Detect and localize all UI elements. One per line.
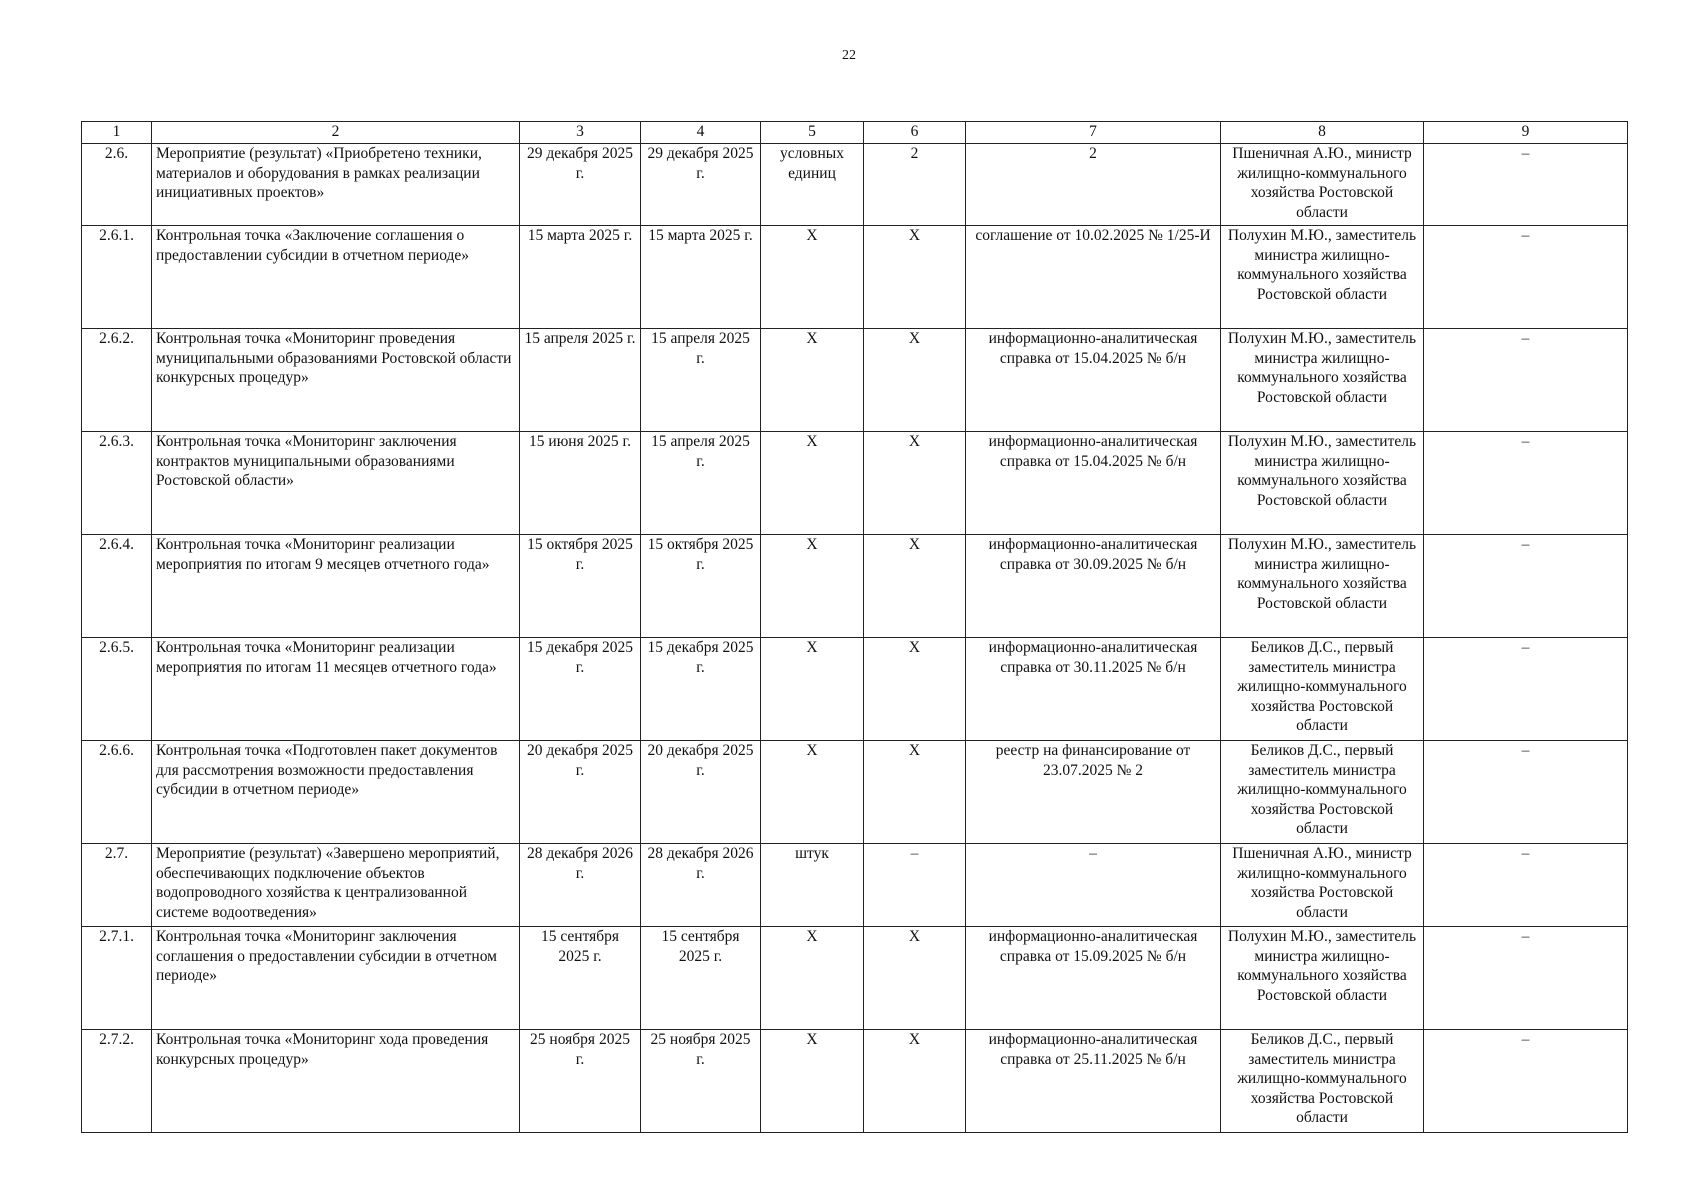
responsible: Полухин М.Ю., заместитель министра жилищно-коммунального хозяйства Ростовской области: [1221, 927, 1424, 1030]
start-date: 15 октября 2025 г.: [520, 535, 641, 638]
column-header: 9: [1424, 122, 1628, 144]
unit: штук: [761, 844, 864, 927]
note: –: [1424, 844, 1628, 927]
note: –: [1424, 535, 1628, 638]
document: информационно-аналитическая справка от 15.09.2025 № б/н: [966, 927, 1221, 1030]
document: информационно-аналитическая справка от 15.04.2025 № б/н: [966, 432, 1221, 535]
event-name: Мероприятие (результат) «Завершено мероприятий, обеспечивающих подключение объектов водопроводного хозяйства к централизованной системе водоотведения»: [152, 844, 520, 927]
row-number: 2.6.5.: [82, 638, 152, 741]
table-row: [82, 741, 1628, 844]
row-number: 2.6.: [82, 144, 152, 226]
note: –: [1424, 329, 1628, 432]
start-date: 15 сентября 2025 г.: [520, 927, 641, 1030]
event-name: Мероприятие (результат) «Приобретено техники, материалов и оборудования в рамках реализации инициативных проектов»: [152, 144, 520, 226]
column-header: 4: [641, 122, 761, 144]
table-row: [82, 844, 1628, 927]
plan-value: Х: [864, 638, 966, 741]
table-row: [82, 927, 1628, 1030]
schedule-table: [81, 121, 1628, 1133]
responsible: Полухин М.Ю., заместитель министра жилищно-коммунального хозяйства Ростовской области: [1221, 535, 1424, 638]
start-date: 28 декабря 2026 г.: [520, 844, 641, 927]
start-date: 25 ноября 2025 г.: [520, 1030, 641, 1133]
document: реестр на финансирование от 23.07.2025 № 2: [966, 741, 1221, 844]
start-date: 15 марта 2025 г.: [520, 226, 641, 329]
document: информационно-аналитическая справка от 30.09.2025 № б/н: [966, 535, 1221, 638]
plan-value: –: [864, 844, 966, 927]
plan-value: Х: [864, 1030, 966, 1133]
table-row: [82, 638, 1628, 741]
column-header: 7: [966, 122, 1221, 144]
unit: Х: [761, 1030, 864, 1133]
responsible: Беликов Д.С., первый заместитель министра жилищно-коммунального хозяйства Ростовской области: [1221, 741, 1424, 844]
column-number-row: [82, 122, 1628, 144]
plan-value: Х: [864, 432, 966, 535]
end-date: 15 апреля 2025 г.: [641, 432, 761, 535]
column-header: 1: [82, 122, 152, 144]
note: –: [1424, 1030, 1628, 1133]
row-number: 2.6.1.: [82, 226, 152, 329]
row-number: 2.6.6.: [82, 741, 152, 844]
row-number: 2.7.: [82, 844, 152, 927]
plan-value: Х: [864, 535, 966, 638]
row-number: 2.6.3.: [82, 432, 152, 535]
unit: Х: [761, 638, 864, 741]
unit: условных единиц: [761, 144, 864, 226]
page-number: 22: [842, 48, 856, 63]
plan-value: Х: [864, 741, 966, 844]
unit: Х: [761, 226, 864, 329]
end-date: 15 марта 2025 г.: [641, 226, 761, 329]
column-header: 5: [761, 122, 864, 144]
note: –: [1424, 226, 1628, 329]
table-row: [82, 535, 1628, 638]
note: –: [1424, 432, 1628, 535]
table-row: [82, 1030, 1628, 1133]
unit: Х: [761, 741, 864, 844]
responsible: Полухин М.Ю., заместитель министра жилищно-коммунального хозяйства Ростовской области: [1221, 329, 1424, 432]
column-header: 2: [152, 122, 520, 144]
event-name: Контрольная точка «Заключение соглашения о предоставлении субсидии в отчетном периоде»: [152, 226, 520, 329]
end-date: 29 декабря 2025 г.: [641, 144, 761, 226]
column-header: 6: [864, 122, 966, 144]
start-date: 15 июня 2025 г.: [520, 432, 641, 535]
note: –: [1424, 741, 1628, 844]
start-date: 15 апреля 2025 г.: [520, 329, 641, 432]
note: –: [1424, 144, 1628, 226]
document: информационно-аналитическая справка от 15.04.2025 № б/н: [966, 329, 1221, 432]
end-date: 15 сентября 2025 г.: [641, 927, 761, 1030]
event-name: Контрольная точка «Мониторинг реализации мероприятия по итогам 11 месяцев отчетного года»: [152, 638, 520, 741]
responsible: Пшеничная А.Ю., министр жилищно-коммунального хозяйства Ростовской области: [1221, 844, 1424, 927]
start-date: 20 декабря 2025 г.: [520, 741, 641, 844]
column-header: 8: [1221, 122, 1424, 144]
end-date: 15 апреля 2025 г.: [641, 329, 761, 432]
table-row: [82, 432, 1628, 535]
event-name: Контрольная точка «Мониторинг проведения муниципальными образованиями Ростовской области конкурсных процедур»: [152, 329, 520, 432]
end-date: 20 декабря 2025 г.: [641, 741, 761, 844]
unit: Х: [761, 535, 864, 638]
event-name: Контрольная точка «Мониторинг заключения соглашения о предоставлении субсидии в отчетном периоде»: [152, 927, 520, 1030]
responsible: Полухин М.Ю., заместитель министра жилищно-коммунального хозяйства Ростовской области: [1221, 432, 1424, 535]
row-number: 2.6.2.: [82, 329, 152, 432]
note: –: [1424, 927, 1628, 1030]
unit: Х: [761, 329, 864, 432]
plan-value: 2: [864, 144, 966, 226]
row-number: 2.7.1.: [82, 927, 152, 1030]
column-header: 3: [520, 122, 641, 144]
document: информационно-аналитическая справка от 25.11.2025 № б/н: [966, 1030, 1221, 1133]
responsible: Беликов Д.С., первый заместитель министра жилищно-коммунального хозяйства Ростовской области: [1221, 638, 1424, 741]
responsible: Полухин М.Ю., заместитель министра жилищно-коммунального хозяйства Ростовской области: [1221, 226, 1424, 329]
plan-value: Х: [864, 329, 966, 432]
document: информационно-аналитическая справка от 30.11.2025 № б/н: [966, 638, 1221, 741]
document: –: [966, 844, 1221, 927]
event-name: Контрольная точка «Мониторинг хода проведения конкурсных процедур»: [152, 1030, 520, 1133]
note: –: [1424, 638, 1628, 741]
end-date: 28 декабря 2026 г.: [641, 844, 761, 927]
responsible: Беликов Д.С., первый заместитель министра жилищно-коммунального хозяйства Ростовской области: [1221, 1030, 1424, 1133]
unit: Х: [761, 432, 864, 535]
end-date: 25 ноября 2025 г.: [641, 1030, 761, 1133]
event-name: Контрольная точка «Мониторинг реализации мероприятия по итогам 9 месяцев отчетного года»: [152, 535, 520, 638]
row-number: 2.7.2.: [82, 1030, 152, 1133]
end-date: 15 декабря 2025 г.: [641, 638, 761, 741]
table-row: [82, 329, 1628, 432]
document: 2: [966, 144, 1221, 226]
start-date: 29 декабря 2025 г.: [520, 144, 641, 226]
row-number: 2.6.4.: [82, 535, 152, 638]
event-name: Контрольная точка «Подготовлен пакет документов для рассмотрения возможности предоставления субсидии в отчетном периоде»: [152, 741, 520, 844]
table-row: [82, 226, 1628, 329]
plan-value: Х: [864, 226, 966, 329]
plan-value: Х: [864, 927, 966, 1030]
table-row: [82, 144, 1628, 226]
event-name: Контрольная точка «Мониторинг заключения контрактов муниципальными образованиями Ростовской области»: [152, 432, 520, 535]
start-date: 15 декабря 2025 г.: [520, 638, 641, 741]
responsible: Пшеничная А.Ю., министр жилищно-коммунального хозяйства Ростовской области: [1221, 144, 1424, 226]
end-date: 15 октября 2025 г.: [641, 535, 761, 638]
unit: Х: [761, 927, 864, 1030]
document: соглашение от 10.02.2025 № 1/25-И: [966, 226, 1221, 329]
